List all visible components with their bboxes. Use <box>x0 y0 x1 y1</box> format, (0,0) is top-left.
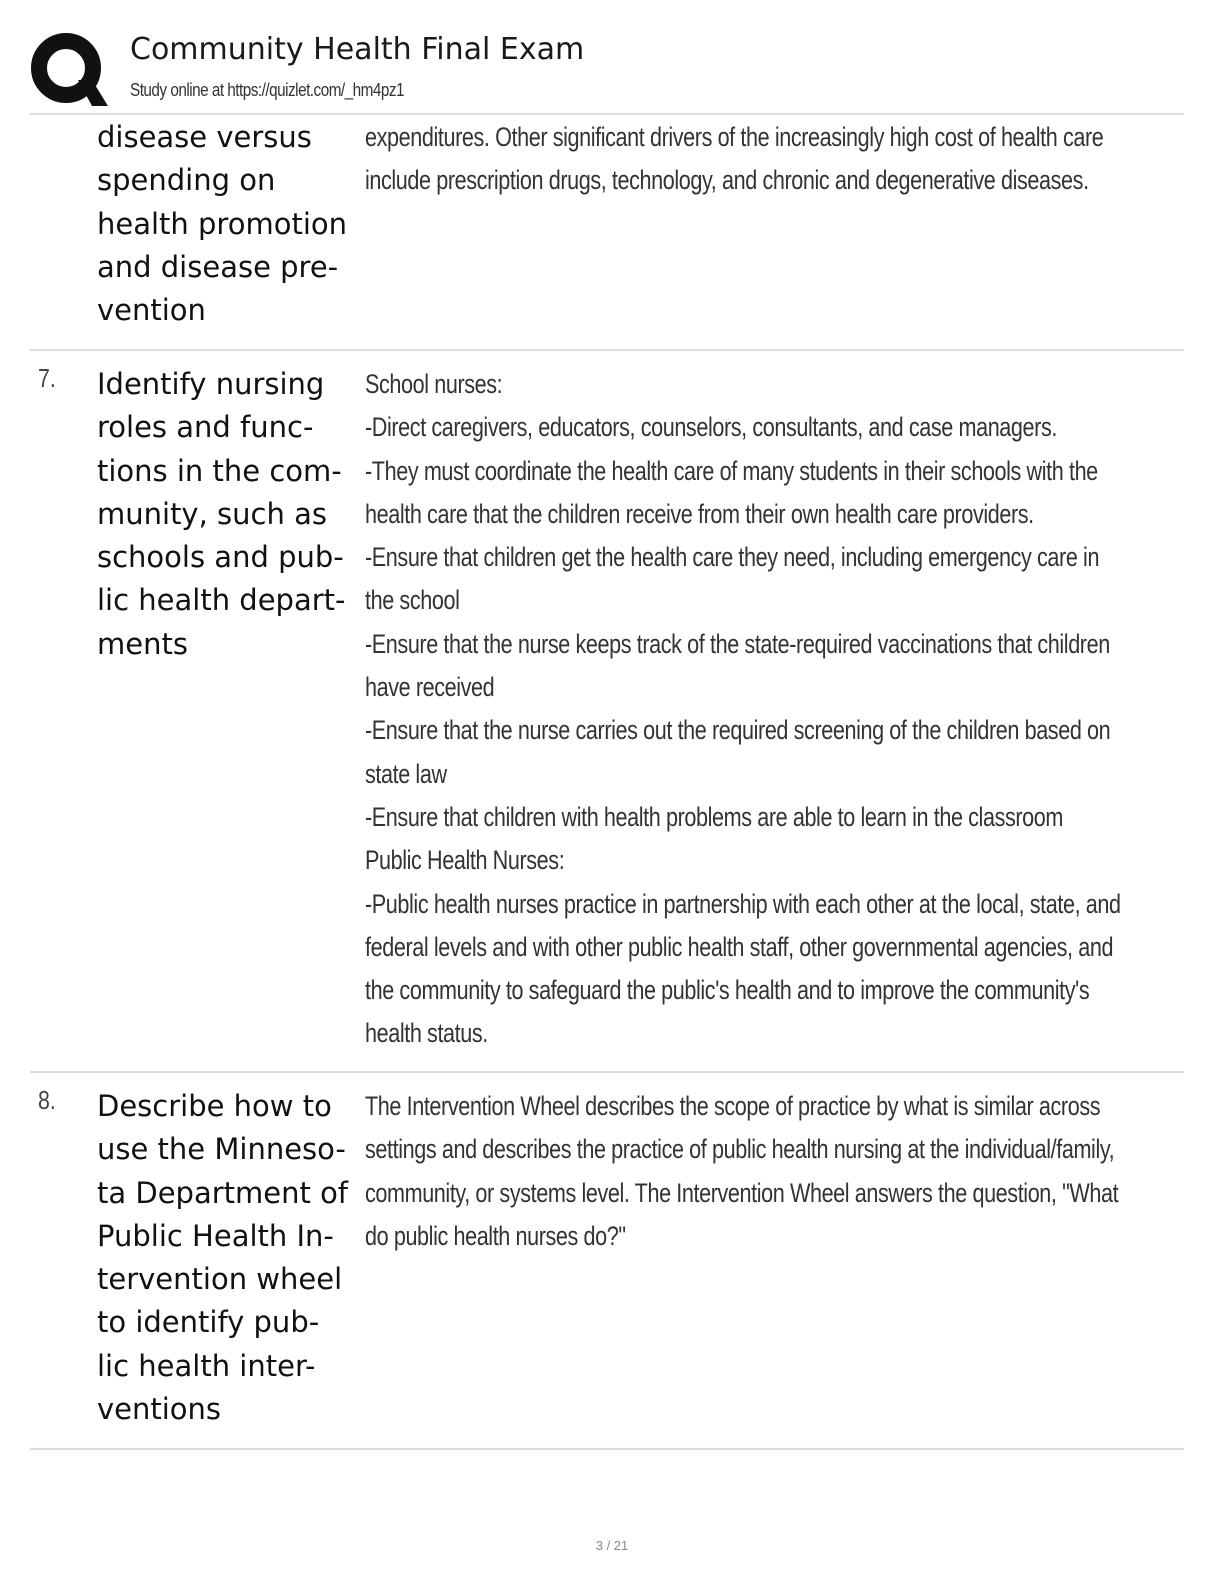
definition-line: -Ensure that the nurse keeps track of the state-required vaccinations that children <box>365 628 1110 659</box>
divider <box>30 113 1184 115</box>
definition-line: -Direct caregivers, educators, counselors, consultants, and case managers. <box>365 412 1057 443</box>
definition-line: -Ensure that children with health problems are able to learn in the classroom <box>365 801 1063 832</box>
divider <box>30 349 1184 351</box>
definition-line: community, or systems level. The Intervention Wheel answers the question, "What <box>365 1177 1119 1208</box>
definition-line: The Intervention Wheel describes the scope of practice by what is similar across <box>365 1091 1101 1121</box>
definition-line: the school <box>365 585 460 616</box>
divider <box>30 1448 1184 1450</box>
definition-line: have received <box>365 672 495 703</box>
card-number: 8. <box>38 1085 56 1115</box>
card-term <box>97 363 365 666</box>
term-line: vention <box>97 293 206 328</box>
term-line: health promotion <box>97 206 347 241</box>
card-number: 7. <box>38 363 56 393</box>
divider <box>30 1071 1184 1073</box>
term-line: spending on <box>97 163 276 198</box>
definition-line: do public health nurses do?" <box>365 1220 626 1251</box>
definition-line: -Public health nurses practice in partnership with each other at the local, state, and <box>365 888 1121 919</box>
term-line: lic health inter- <box>97 1348 316 1383</box>
definition-line: School nurses: <box>365 369 503 399</box>
definition-line: expenditures. Other significant drivers of the increasingly high cost of health care <box>365 122 1104 152</box>
card-term <box>97 1085 365 1431</box>
card-row <box>30 116 1184 346</box>
card-row <box>30 363 1184 1063</box>
card-row <box>30 1085 1184 1445</box>
definition-line: the community to safeguard the public's health and to improve the community's <box>365 975 1090 1006</box>
definition-line: -Ensure that the nurse carries out the required screening of the children based on <box>365 715 1111 746</box>
definition-line: health status. <box>365 1018 488 1049</box>
term-line: Public Health In- <box>97 1218 334 1253</box>
card-definition <box>365 1085 1165 1258</box>
term-line: and disease pre- <box>97 249 339 284</box>
card-definition <box>365 116 1165 203</box>
term-line: roles and func- <box>97 410 314 445</box>
quizlet-logo-icon[interactable] <box>30 30 110 110</box>
definition-line: -They must coordinate the health care of many students in their schools with the <box>365 455 1098 486</box>
page-number: 3 / 21 <box>595 1538 629 1553</box>
term-line: lic health depart- <box>97 583 346 618</box>
definition-line: Public Health Nurses: <box>365 845 565 876</box>
definition-line: state law <box>365 758 447 789</box>
term-line: use the Minneso- <box>97 1132 346 1167</box>
document-title: Community Health Final Exam <box>130 32 585 67</box>
card-definition <box>365 363 1165 1056</box>
term-line: to identify pub- <box>97 1305 320 1340</box>
study-online-link[interactable]: Study online at https://quizlet.com/_hm4pz1 <box>130 80 405 100</box>
term-line: tervention wheel <box>97 1262 343 1297</box>
term-line: Describe how to <box>97 1089 332 1123</box>
page-header <box>30 28 1190 112</box>
term-line: ta Department of <box>97 1175 349 1210</box>
definition-line: federal levels and with other public health staff, other governmental agencies, and <box>365 931 1114 962</box>
term-line: disease versus <box>97 120 312 154</box>
definition-line: settings and describes the practice of public health nursing at the individual/family, <box>365 1134 1115 1165</box>
term-line: ments <box>97 626 188 661</box>
card-term <box>97 116 365 332</box>
term-line: munity, such as <box>97 496 327 531</box>
definition-line: include prescription drugs, technology, and chronic and degenerative diseases. <box>365 165 1089 196</box>
term-line: ventions <box>97 1392 222 1427</box>
term-line: Identify nursing <box>97 367 325 401</box>
term-line: tions in the com- <box>97 453 342 488</box>
definition-line: -Ensure that children get the health care they need, including emergency care in <box>365 542 1100 573</box>
term-line: schools and pub- <box>97 540 344 575</box>
definition-line: health care that the children receive from their own health care providers. <box>365 498 1034 529</box>
